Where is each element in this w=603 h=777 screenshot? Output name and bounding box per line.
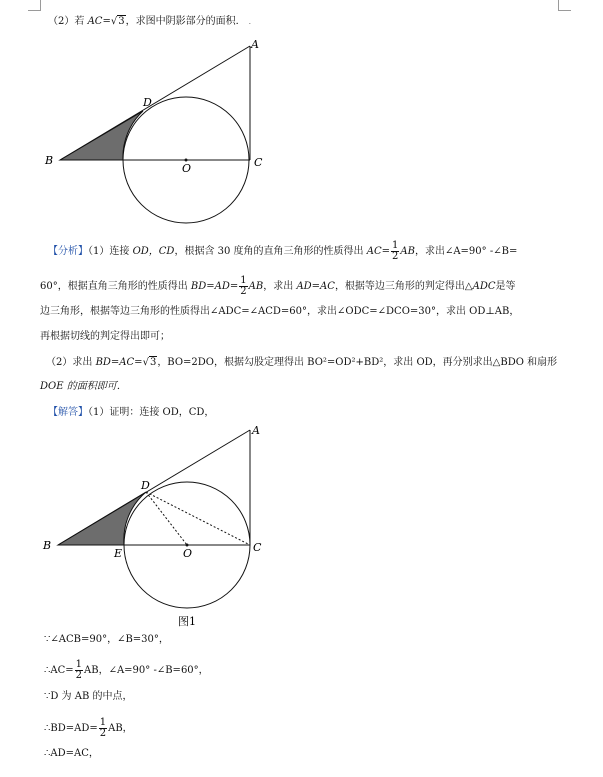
solution-step-5: ∴AD=AC，: [44, 748, 99, 759]
fraction-half: $\frac{1}{2}$: [392, 240, 399, 262]
solution-step-1: ∵∠ACB=90°，∠B=30°，: [44, 634, 169, 645]
solution-tag: 【解答】: [48, 407, 88, 418]
label-a: A: [252, 424, 260, 437]
label-o: O: [183, 547, 193, 560]
solution-step-4: ∴BD=AD= $\frac{1}{2}$ AB，: [44, 717, 133, 739]
label-c: C: [254, 156, 263, 169]
solution-step-2: ∴AC= $\frac{1}{2}$ AB，∠A=90° -∠B=60°，: [44, 659, 209, 681]
figure-caption: 图1: [178, 615, 196, 628]
figure-2: [38, 420, 278, 630]
label-e: E: [114, 547, 123, 560]
question-2: （2）若 AC=√3，求图中阴影部分的面积． .: [48, 16, 251, 27]
page-corner-mark: [28, 0, 41, 11]
label-b: B: [45, 154, 54, 167]
var-ac: AC: [87, 16, 103, 27]
sqrt-3: √3: [142, 357, 157, 368]
fraction-half: $\frac{1}{2}$: [99, 717, 107, 739]
question-prefix: （2）若: [48, 16, 85, 27]
solution-step-3: ∵D 为 AB 的中点，: [44, 691, 133, 702]
segment-od: [146, 492, 187, 545]
label-c: C: [253, 541, 262, 554]
label-b: B: [43, 539, 52, 552]
label-d: D: [141, 479, 150, 492]
equals: =: [102, 16, 111, 27]
figure-1: [40, 38, 280, 228]
solution-intro: 【解答】（1）证明：连接 OD，CD，: [48, 407, 215, 418]
segment-dc: [146, 492, 250, 545]
analysis-line-5: （2）求出 BD=AC=√3，BO=2DO，根据勾股定理得出 BO²=OD²+BD²，求出 OD，再分别求出△BDO 和扇形: [46, 357, 558, 368]
question-rest: ，求图中阴影部分的面积．: [125, 16, 246, 27]
analysis-tag: 【分析】: [48, 246, 88, 257]
sqrt-3: √3: [110, 16, 125, 27]
page-corner-mark: [558, 0, 571, 11]
fraction-half: $\frac{1}{2}$: [240, 275, 247, 297]
segment-ab: [60, 46, 250, 160]
analysis-line-4: 再根据切线的判定得出即可；: [40, 331, 170, 342]
analysis-line-3: 边三角形，根据等边三角形的性质得出∠ADC=∠ACD=60°，求出∠ODC=∠DCO=30°，求出 OD⊥AB，: [40, 306, 520, 317]
analysis-line-6: DOE 的面积即可．: [40, 381, 127, 392]
label-d: D: [143, 96, 152, 109]
label-o: O: [182, 162, 192, 175]
analysis-line-2: 60°，根据直角三角形的性质得出 BD=AD= $\frac{1}{2}$ AB，求出 AD=AC，根据等边三角形的判定得出△ADC是等: [40, 275, 516, 297]
analysis-line-1: 【分析】（1）连接 OD，CD，根据含 30 度角的直角三角形的性质得出 AC= $\frac{1}{2}$ AB，求出∠A=90° -∠B=: [48, 240, 518, 262]
segment-ab: [58, 430, 250, 545]
fraction-half: $\frac{1}{2}$: [75, 659, 82, 681]
label-a: A: [251, 38, 259, 51]
